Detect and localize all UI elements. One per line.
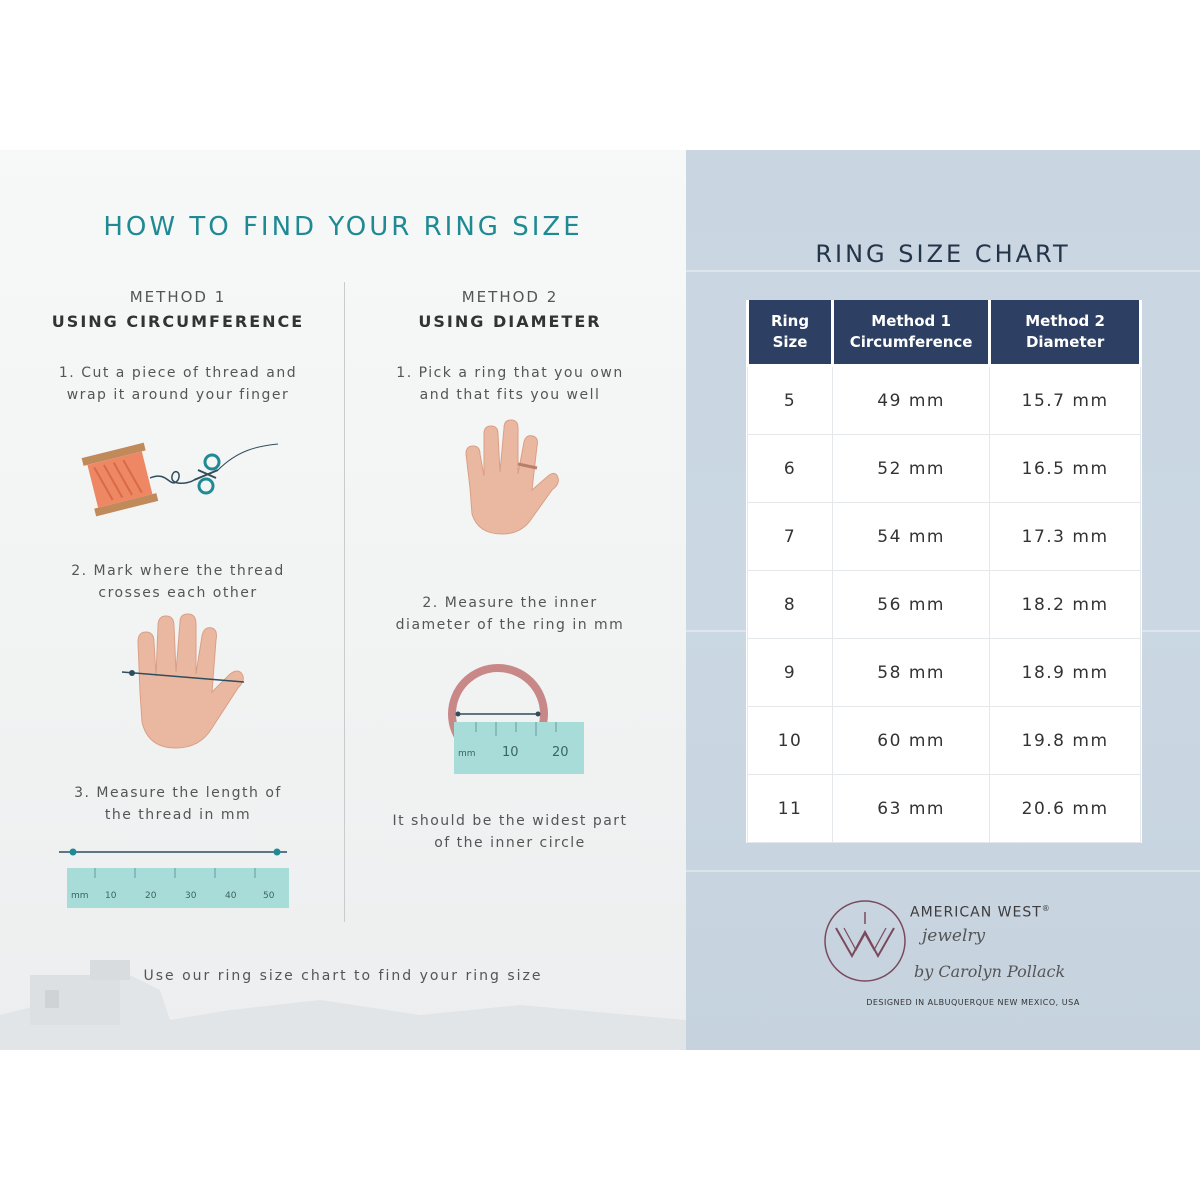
method2-step2-line1: 2. Measure the inner <box>422 595 598 611</box>
cell-diameter: 16.5 mm <box>990 435 1141 503</box>
footer-note: Use our ring size chart to find your ring size <box>143 968 543 984</box>
cell-diameter: 15.7 mm <box>990 366 1141 435</box>
table-row <box>748 366 1141 435</box>
ruler2-label-10: 10 <box>502 745 519 760</box>
method2-note-line2: of the inner circle <box>434 835 586 851</box>
method1-step2 <box>28 560 328 604</box>
cell-size: 8 <box>748 571 833 639</box>
method1-step3 <box>28 782 328 826</box>
cell-circumference: 54 mm <box>833 503 990 571</box>
cell-circumference: 56 mm <box>833 571 990 639</box>
cell-circumference: 52 mm <box>833 435 990 503</box>
brand-signature: by Carolyn Pollack <box>914 962 1066 981</box>
thread-spool-scissors-icon <box>78 440 284 520</box>
ruler2-label-mm: mm <box>458 749 476 759</box>
table-header-row <box>748 300 1141 366</box>
ruler1-label-30: 30 <box>185 891 197 901</box>
ring-size-card <box>0 150 1200 1050</box>
method2-step2 <box>360 592 660 636</box>
method2-step2-line2: diameter of the ring in mm <box>395 617 625 633</box>
method1-step3-line2: the thread in mm <box>104 807 252 823</box>
ruler1-label-40: 40 <box>225 891 237 901</box>
method2-note <box>360 810 660 854</box>
method1-number: METHOD 1 <box>129 288 227 306</box>
header-diameter: Method 2 Diameter <box>990 300 1141 366</box>
cell-size: 7 <box>748 503 833 571</box>
cell-diameter: 17.3 mm <box>990 503 1141 571</box>
wood-grain-line <box>686 870 1200 872</box>
cell-diameter: 18.2 mm <box>990 571 1141 639</box>
chart-title: RING SIZE CHART <box>815 240 1071 268</box>
method1-step2-line2: crosses each other <box>98 585 258 601</box>
how-to-panel <box>0 150 686 1050</box>
ruler1-label-10: 10 <box>105 891 117 901</box>
brand-name: AMERICAN WEST® <box>910 904 1051 921</box>
method2-step1-line2: and that fits you well <box>419 387 601 403</box>
method2-name: USING DIAMETER <box>418 312 602 331</box>
method2-header <box>360 288 660 331</box>
cell-circumference: 60 mm <box>833 707 990 775</box>
thread-ruler-icon <box>55 842 295 914</box>
wood-grain-line <box>686 270 1200 272</box>
column-divider <box>344 282 345 922</box>
hand-with-thread-icon <box>120 612 250 752</box>
header-ring-size: Ring Size <box>748 300 833 366</box>
method1-step2-line1: 2. Mark where the thread <box>71 563 285 579</box>
method1-step3-line1: 3. Measure the length of <box>74 785 282 801</box>
method1-step1 <box>28 362 328 406</box>
designed-in-text: DESIGNED IN ALBUQUERQUE NEW MEXICO, USA <box>866 998 1080 1007</box>
cell-size: 11 <box>748 775 833 843</box>
method2-step1-line1: 1. Pick a ring that you own <box>396 365 624 381</box>
ruler1-label-mm: mm <box>71 891 89 901</box>
method2-note-line1: It should be the widest part <box>392 813 628 829</box>
ring-on-ruler-icon <box>446 656 592 776</box>
table-row <box>748 503 1141 571</box>
hand-with-ring-icon <box>460 418 560 538</box>
ring-size-table <box>746 300 1142 843</box>
page-title: HOW TO FIND YOUR RING SIZE <box>103 212 583 242</box>
table-row <box>748 775 1141 843</box>
method2-number: METHOD 2 <box>461 288 559 306</box>
cell-diameter: 19.8 mm <box>990 707 1141 775</box>
cell-circumference: 63 mm <box>833 775 990 843</box>
method1-step1-line2: wrap it around your finger <box>66 387 290 403</box>
table-row <box>748 707 1141 775</box>
ruler1-label-20: 20 <box>145 891 157 901</box>
ruler1-label-50: 50 <box>263 891 275 901</box>
cell-size: 5 <box>748 366 833 435</box>
method1-step1-line1: 1. Cut a piece of thread and <box>58 365 298 381</box>
table-row <box>748 639 1141 707</box>
table-row <box>748 571 1141 639</box>
cell-circumference: 58 mm <box>833 639 990 707</box>
cell-size: 9 <box>748 639 833 707</box>
header-circumference: Method 1 Circumference <box>833 300 990 366</box>
american-west-logo-icon <box>822 898 908 984</box>
adobe-house-illustration <box>0 920 686 1050</box>
cell-diameter: 20.6 mm <box>990 775 1141 843</box>
cell-size: 10 <box>748 707 833 775</box>
cell-diameter: 18.9 mm <box>990 639 1141 707</box>
method1-header <box>28 288 328 331</box>
ruler2-label-20: 20 <box>552 745 569 760</box>
ring-size-chart-panel <box>686 150 1200 1050</box>
table-row <box>748 435 1141 503</box>
cell-circumference: 49 mm <box>833 366 990 435</box>
method2-step1 <box>360 362 660 406</box>
cell-size: 6 <box>748 435 833 503</box>
brand-subtitle: jewelry <box>922 926 986 946</box>
method1-name: USING CIRCUMFERENCE <box>51 312 305 331</box>
